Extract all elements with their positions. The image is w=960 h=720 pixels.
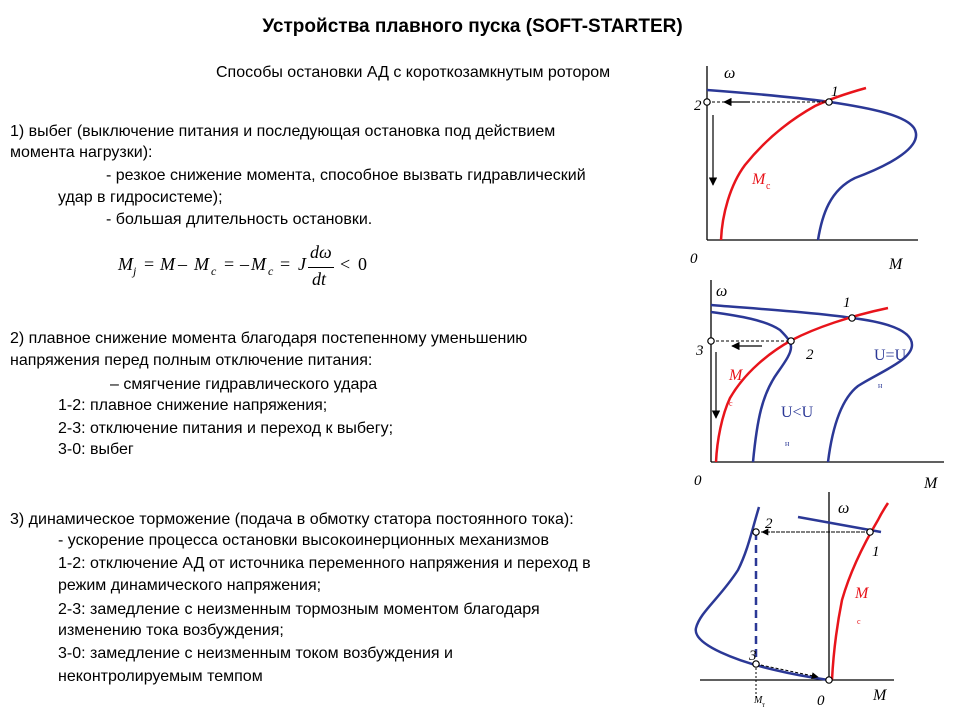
graph2-label-3: 3 [696, 343, 704, 359]
section2-line: 2) плавное снижение момента благодаря постепенному уменьшению [10, 330, 528, 347]
section3-line: 3) динамическое торможение (подача в обмотку статора постоянного тока): [10, 511, 574, 528]
graph1-load-characteristic [721, 88, 866, 240]
graph1-m-label: M [889, 256, 903, 273]
graph2-reduced-voltage-label: U<U [781, 404, 814, 421]
section1-line: - большая длительность остановки. [106, 211, 373, 228]
section2-line: – смягчение гидравлического удара [110, 376, 378, 393]
graph3-braking-characteristic [696, 507, 829, 680]
section1-line: - резкое снижение момента, способное вызвать гидравлический [106, 167, 586, 184]
graph2-origin: 0 [694, 473, 702, 489]
graph1-label-2: 2 [694, 98, 702, 114]
section1-line: момента нагрузки): [10, 144, 153, 161]
graph3-label-1: 1 [872, 544, 880, 560]
slide-subtitle: Способы остановки АД с короткозамкнутым ротором [216, 64, 611, 81]
graph2-nominal-voltage-sub: н [878, 381, 883, 390]
formula-sub-j: j [133, 264, 137, 278]
formula-eq: = [280, 254, 291, 274]
graph2-reduced-voltage-sub: н [785, 439, 790, 448]
graph3-point-2 [753, 529, 759, 535]
graph2-label-1: 1 [843, 295, 851, 311]
graph3-mc-label: M [855, 585, 869, 602]
graph1-mc-sub: c [766, 181, 771, 192]
section3-line: изменению тока возбуждения; [58, 622, 284, 639]
formula-eq: = [224, 254, 235, 274]
graph3-label-2: 2 [765, 516, 773, 532]
graph3-origin: 0 [817, 693, 825, 709]
slide-title: Устройства плавного пуска (SOFT-STARTER) [262, 16, 683, 37]
section3-line: 2-3: замедление с неизменным тормозным моментом благодаря [58, 601, 540, 618]
graph2-reduced-voltage-curve [711, 312, 791, 462]
formula-m: M [251, 254, 266, 274]
formula-minus: – [178, 254, 187, 274]
formula-eq: = [144, 254, 155, 274]
graph2-mc-label: M [729, 367, 743, 384]
graph3-arrow-to-origin [756, 664, 818, 677]
graph3-mt-label: M [754, 695, 763, 706]
formula-m: M [118, 254, 133, 274]
formula-zero: 0 [358, 254, 367, 274]
section2-line: 2-3: отключение питания и переход к выбегу; [58, 420, 394, 437]
formula-denominator: dt [312, 269, 327, 289]
formula-m: M [194, 254, 209, 274]
graph1-motor-characteristic [707, 90, 916, 240]
graph3-omega-label: ω [838, 500, 850, 517]
graph3-point-1 [867, 529, 873, 535]
formula-lt: < [340, 254, 351, 274]
graph2-mc-sub: c [729, 399, 733, 408]
graph2-label-2: 2 [806, 347, 814, 363]
graph3-mt-sub: т [762, 701, 766, 709]
section1-line: 1) выбег (выключение питания и последующая остановка под действием [10, 123, 556, 140]
formula-minus: – [240, 254, 249, 274]
graph1-mc-label: M [752, 171, 766, 188]
graph1-origin: 0 [690, 251, 698, 267]
section3-line: 1-2: отключение АД от источника переменного напряжения и переход в [58, 555, 591, 572]
formula-sub-c: c [268, 264, 274, 278]
graph2-point-1 [849, 315, 855, 321]
formula-numerator: dω [310, 242, 332, 262]
graph2-omega-label: ω [716, 283, 728, 300]
section3-line: неконтролируемым темпом [58, 668, 263, 685]
section3-line: режим динамического напряжения; [58, 577, 322, 594]
graph1-omega-label: ω [724, 65, 736, 82]
formula-m: M [160, 254, 175, 274]
section3-line: 3-0: замедление с неизменным током возбуждения и [58, 645, 453, 662]
graph2-load-characteristic [716, 308, 888, 462]
graph1-label-1: 1 [831, 84, 839, 100]
graph3-point-origin [826, 677, 832, 683]
graph3-m-label: M [873, 687, 887, 704]
section3-line: - ускорение процесса остановки высокоинерционных механизмов [58, 532, 549, 549]
formula-j: J [298, 254, 306, 274]
graph3-mc-sub: c [857, 617, 861, 626]
section2-line: 3-0: выбег [58, 441, 134, 458]
formula-sub-c: c [211, 264, 217, 278]
graph2-nominal-voltage-label: U=U [874, 347, 907, 364]
graph2-point-2 [788, 338, 794, 344]
graph1-point-2 [704, 99, 710, 105]
section2-line: напряжения перед полным отключение питания: [10, 352, 373, 369]
graph2-m-label: M [924, 475, 938, 492]
section2-line: 1-2: плавное снижение напряжения; [58, 397, 328, 414]
section1-line: удар в гидросистеме); [58, 189, 223, 206]
graph2-point-3 [708, 338, 714, 344]
graph3-label-3: 3 [749, 648, 757, 664]
